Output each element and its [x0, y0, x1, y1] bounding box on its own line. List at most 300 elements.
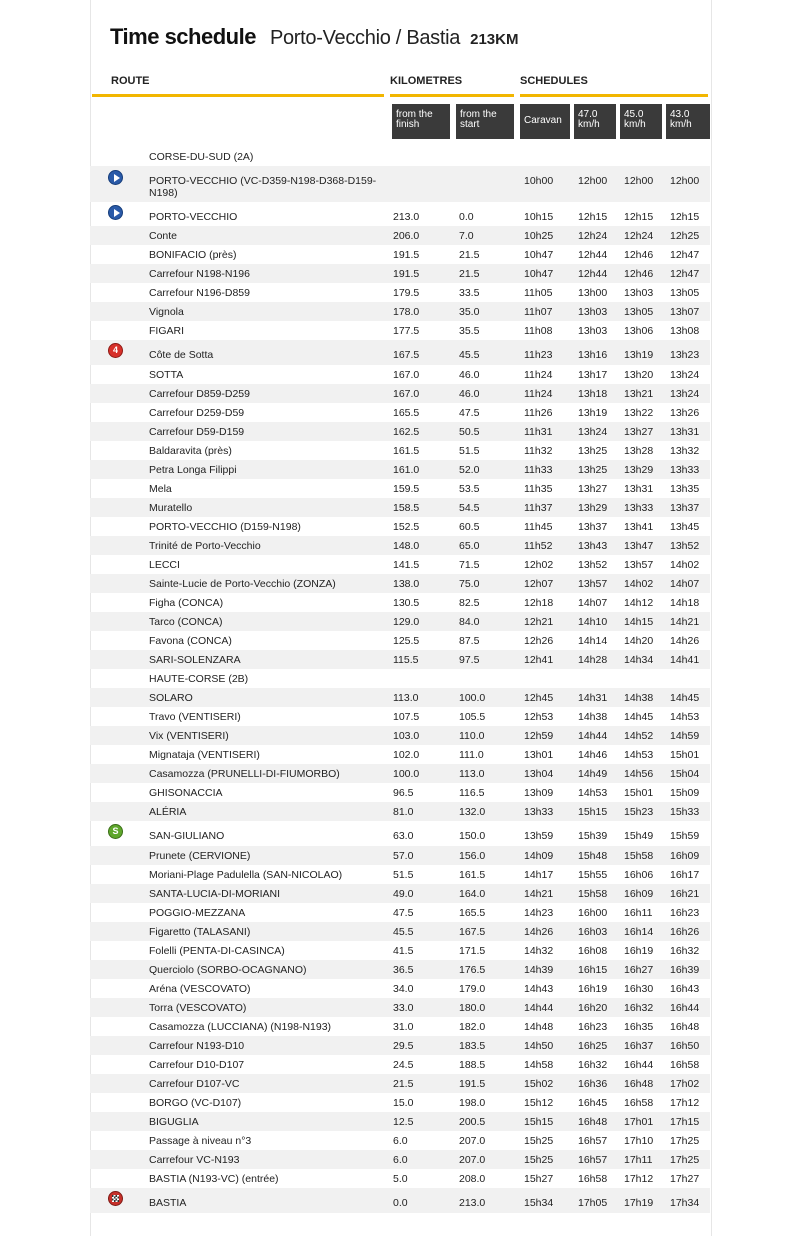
km-from-start: 116.5	[459, 787, 485, 799]
time-43kmh: 15h04	[670, 768, 700, 780]
time-47kmh: 13h17	[578, 369, 608, 381]
km-from-finish: 103.0	[393, 730, 420, 742]
km-from-finish: 15.0	[393, 1097, 414, 1109]
km-from-start: 71.5	[459, 559, 480, 571]
time-45kmh: 13h05	[624, 306, 654, 318]
time-43kmh: 14h45	[670, 692, 700, 704]
time-43kmh: 12h15	[670, 211, 700, 223]
caravan-time: 10h47	[524, 268, 554, 280]
schedule-table	[90, 147, 710, 1213]
time-47kmh: 13h19	[578, 407, 608, 419]
km-from-finish: 206.0	[393, 230, 420, 242]
location-name: Tarco (CONCA)	[149, 616, 223, 628]
caravan-time: 11h52	[524, 540, 553, 552]
time-43kmh: 13h26	[670, 407, 700, 419]
location-name: Trinité de Porto-Vecchio	[149, 540, 261, 552]
kilometres-column-header: KILOMETRES	[390, 75, 463, 87]
km-from-finish: 5.0	[393, 1173, 408, 1185]
caravan-time: 11h45	[524, 521, 553, 533]
time-45kmh: 14h56	[624, 768, 654, 780]
location-name: Carrefour N193-D10	[149, 1040, 245, 1052]
table-row	[90, 688, 710, 707]
km-from-finish: 113.0	[393, 692, 419, 704]
caravan-time: 14h09	[524, 850, 554, 862]
caravan-time: 11h33	[524, 464, 553, 476]
table-row	[90, 517, 710, 536]
time-43kmh: 13h37	[670, 502, 700, 514]
time-45kmh: 17h12	[624, 1173, 654, 1185]
table-row	[90, 783, 710, 802]
location-name: Petra Longa Filippi	[149, 464, 237, 476]
time-47kmh: 12h15	[578, 211, 608, 223]
table-row	[90, 422, 710, 441]
table-row	[90, 1150, 710, 1169]
caravan-time: 14h39	[524, 964, 554, 976]
time-43kmh: 13h45	[670, 521, 700, 533]
location-name: Carrefour D59-D159	[149, 426, 245, 438]
table-row	[90, 1074, 710, 1093]
km-from-start: 21.5	[459, 268, 480, 280]
km-from-finish: 167.0	[393, 388, 420, 400]
location-name: SOTTA	[149, 369, 184, 381]
time-47kmh: 16h15	[578, 964, 608, 976]
finish-flag-icon	[108, 1191, 123, 1206]
schedules-column-header: SCHEDULES	[520, 75, 588, 87]
time-47kmh: 13h03	[578, 306, 608, 318]
caravan-time: 15h12	[524, 1097, 554, 1109]
km-from-finish: 6.0	[393, 1154, 408, 1166]
time-47kmh: 14h46	[578, 749, 608, 761]
climb-category-icon: 4	[108, 343, 123, 358]
time-45kmh: 17h11	[624, 1154, 653, 1166]
caravan-time: 11h37	[524, 502, 553, 514]
table-row	[90, 264, 710, 283]
location-name: Carrefour D259-D59	[149, 407, 245, 419]
time-47kmh: 13h18	[578, 388, 608, 400]
time-43kmh: 12h47	[670, 249, 700, 261]
table-row	[90, 865, 710, 884]
km-from-finish: 179.5	[393, 287, 420, 299]
time-47kmh: 13h03	[578, 325, 608, 337]
time-45kmh: 16h30	[624, 983, 654, 995]
time-47kmh: 17h05	[578, 1197, 608, 1209]
time-45kmh: 17h19	[624, 1197, 654, 1209]
km-from-start: 45.5	[459, 349, 480, 361]
km-from-finish: 57.0	[393, 850, 414, 862]
title-label: Time schedule	[110, 24, 256, 49]
time-47kmh: 14h44	[578, 730, 608, 742]
km-from-start: 200.5	[459, 1116, 486, 1128]
table-row	[90, 147, 710, 166]
km-from-finish: 159.5	[393, 483, 420, 495]
time-45kmh: 12h46	[624, 249, 654, 261]
time-47kmh: 12h24	[578, 230, 608, 242]
location-name: Passage à niveau n°3	[149, 1135, 252, 1147]
time-43kmh: 15h01	[670, 749, 700, 761]
time-43kmh: 14h53	[670, 711, 700, 723]
caravan-time: 10h47	[524, 249, 554, 261]
km-from-start: 111.0	[459, 749, 484, 761]
location-name: ALÉRIA	[149, 806, 187, 818]
location-name: SAN-GIULIANO	[149, 830, 225, 842]
km-from-finish: 6.0	[393, 1135, 408, 1147]
caravan-time: 11h32	[524, 445, 553, 457]
km-from-finish: 165.5	[393, 407, 420, 419]
km-from-finish: 96.5	[393, 787, 414, 799]
table-row	[90, 707, 710, 726]
caravan-time: 12h41	[524, 654, 554, 666]
time-45kmh: 14h12	[624, 597, 654, 609]
speed-45-header: 45.0 km/h	[620, 104, 662, 139]
location-name: Carrefour VC-N193	[149, 1154, 240, 1166]
km-from-finish: 12.5	[393, 1116, 414, 1128]
time-43kmh: 14h02	[670, 559, 700, 571]
caravan-time: 15h02	[524, 1078, 554, 1090]
speed-43-header: 43.0 km/h	[666, 104, 710, 139]
time-47kmh: 12h44	[578, 249, 608, 261]
km-from-start: 52.0	[459, 464, 480, 476]
time-43kmh: 16h23	[670, 907, 700, 919]
time-45kmh: 13h20	[624, 369, 654, 381]
time-45kmh: 17h10	[624, 1135, 654, 1147]
km-from-finish: 191.5	[393, 268, 420, 280]
caravan-time: 14h21	[524, 888, 554, 900]
location-name: Casamozza (LUCCIANA) (N198-N193)	[149, 1021, 332, 1033]
km-from-finish: 115.5	[393, 654, 419, 666]
time-43kmh: 13h31	[670, 426, 700, 438]
time-45kmh: 16h27	[624, 964, 654, 976]
km-from-start: 0.0	[459, 211, 474, 223]
time-45kmh: 13h22	[624, 407, 654, 419]
table-row	[90, 302, 710, 321]
km-from-start: 35.5	[459, 325, 480, 337]
location-name: Carrefour N196-D859	[149, 287, 250, 299]
km-from-start: 46.0	[459, 388, 480, 400]
time-47kmh: 13h57	[578, 578, 608, 590]
time-43kmh: 16h17	[670, 869, 700, 881]
km-from-finish: 49.0	[393, 888, 414, 900]
time-43kmh: 13h33	[670, 464, 700, 476]
location-name: Carrefour D107-VC	[149, 1078, 240, 1090]
table-row	[90, 460, 710, 479]
km-from-start: 60.5	[459, 521, 480, 533]
location-name: BORGO (VC-D107)	[149, 1097, 242, 1109]
location-name: SANTA-LUCIA-DI-MORIANI	[149, 888, 281, 900]
location-name: PORTO-VECCHIO (D159-N198)	[149, 521, 301, 533]
km-from-finish: 167.0	[393, 369, 420, 381]
time-45kmh: 13h03	[624, 287, 654, 299]
time-47kmh: 16h20	[578, 1002, 608, 1014]
caravan-time: 11h08	[524, 325, 553, 337]
table-row	[90, 498, 710, 517]
time-47kmh: 16h36	[578, 1078, 608, 1090]
time-43kmh: 16h26	[670, 926, 700, 938]
caravan-time: 13h33	[524, 806, 554, 818]
table-row	[90, 340, 710, 365]
km-from-start: 198.0	[459, 1097, 486, 1109]
km-from-finish: 148.0	[393, 540, 420, 552]
caravan-time: 13h01	[524, 749, 554, 761]
caravan-time: 10h25	[524, 230, 554, 242]
time-45kmh: 16h37	[624, 1040, 654, 1052]
km-from-finish: 152.5	[393, 521, 420, 533]
sprint-icon: S	[108, 824, 123, 839]
time-45kmh: 13h41	[624, 521, 654, 533]
time-43kmh: 17h25	[670, 1135, 700, 1147]
table-row	[90, 631, 710, 650]
caravan-time: 14h26	[524, 926, 554, 938]
km-from-start: 188.5	[459, 1059, 486, 1071]
caravan-time: 15h34	[524, 1197, 554, 1209]
km-from-finish: 158.5	[393, 502, 420, 514]
km-from-finish: 177.5	[393, 325, 420, 337]
km-from-start: 47.5	[459, 407, 480, 419]
location-name: Mignataja (VENTISERI)	[149, 749, 260, 761]
caravan-time: 11h23	[524, 349, 553, 361]
caravan-time: 11h05	[524, 287, 553, 299]
caravan-time: 12h53	[524, 711, 554, 723]
time-45kmh: 13h31	[624, 483, 654, 495]
table-row	[90, 884, 710, 903]
caravan-time: 12h59	[524, 730, 554, 742]
time-47kmh: 13h00	[578, 287, 608, 299]
time-47kmh: 16h25	[578, 1040, 608, 1052]
km-from-finish: 141.5	[393, 559, 420, 571]
table-row	[90, 166, 710, 202]
speed-47-header: 47.0 km/h	[574, 104, 616, 139]
location-name: Querciolo (SORBO-OCAGNANO)	[149, 964, 307, 976]
time-47kmh: 15h55	[578, 869, 608, 881]
time-45kmh: 14h20	[624, 635, 654, 647]
time-45kmh: 16h32	[624, 1002, 654, 1014]
location-name: FIGARI	[149, 325, 185, 337]
location-name: Favona (CONCA)	[149, 635, 232, 647]
caravan-time: 12h07	[524, 578, 554, 590]
time-43kmh: 14h59	[670, 730, 700, 742]
time-47kmh: 13h16	[578, 349, 608, 361]
time-45kmh: 15h58	[624, 850, 654, 862]
time-45kmh: 14h45	[624, 711, 654, 723]
location-name: PORTO-VECCHIO	[149, 211, 238, 223]
time-47kmh: 14h28	[578, 654, 608, 666]
time-43kmh: 13h05	[670, 287, 700, 299]
time-43kmh: 12h25	[670, 230, 700, 242]
time-47kmh: 13h24	[578, 426, 608, 438]
time-45kmh: 16h09	[624, 888, 654, 900]
location-name: Muratello	[149, 502, 193, 514]
route-column-header: ROUTE	[111, 75, 150, 87]
from-finish-header: from the finish	[392, 104, 450, 139]
km-from-start: 54.5	[459, 502, 480, 514]
time-43kmh: 13h52	[670, 540, 700, 552]
km-from-finish: 161.0	[393, 464, 420, 476]
time-45kmh: 12h24	[624, 230, 654, 242]
caravan-time: 11h07	[524, 306, 553, 318]
time-47kmh: 13h29	[578, 502, 608, 514]
time-43kmh: 13h32	[670, 445, 700, 457]
time-45kmh: 14h34	[624, 654, 654, 666]
time-45kmh: 13h27	[624, 426, 654, 438]
km-from-start: 171.5	[459, 945, 486, 957]
time-47kmh: 14h38	[578, 711, 608, 723]
location-name: Torra (VESCOVATO)	[149, 1002, 247, 1014]
time-47kmh: 13h25	[578, 464, 608, 476]
route-underline	[92, 94, 384, 97]
km-from-finish: 102.0	[393, 749, 420, 761]
km-from-start: 176.5	[459, 964, 486, 976]
location-name: Moriani-Plage Padulella (SAN-NICOLAO)	[149, 869, 343, 881]
caravan-time: 11h35	[524, 483, 553, 495]
caravan-time: 13h09	[524, 787, 554, 799]
location-name: BIGUGLIA	[149, 1116, 199, 1128]
time-45kmh: 13h33	[624, 502, 654, 514]
caravan-time: 10h00	[524, 175, 554, 187]
time-45kmh: 16h58	[624, 1097, 654, 1109]
time-43kmh: 17h02	[670, 1078, 700, 1090]
time-45kmh: 15h23	[624, 806, 654, 818]
time-45kmh: 14h15	[624, 616, 654, 628]
time-45kmh: 13h21	[624, 388, 654, 400]
time-47kmh: 12h44	[578, 268, 608, 280]
table-row	[90, 960, 710, 979]
location-name: SOLARO	[149, 692, 193, 704]
location-name: PORTO-VECCHIO (VC-D359-N198-D368-D159-N198)	[149, 175, 377, 199]
km-from-start: 53.5	[459, 483, 480, 495]
location-name: BONIFACIO (près)	[149, 249, 237, 261]
location-name: Figha (CONCA)	[149, 597, 224, 609]
time-45kmh: 15h49	[624, 830, 654, 842]
time-43kmh: 17h27	[670, 1173, 700, 1185]
table-row	[90, 802, 710, 821]
location-name: Conte	[149, 230, 178, 242]
km-from-finish: 45.5	[393, 926, 414, 938]
km-from-start: 84.0	[459, 616, 480, 628]
stage-route: Porto-Vecchio / Bastia	[269, 27, 461, 49]
km-from-finish: 51.5	[393, 869, 414, 881]
km-from-start: 161.5	[459, 869, 486, 881]
location-name: Mela	[149, 483, 172, 495]
table-row	[90, 555, 710, 574]
km-from-start: 21.5	[459, 249, 480, 261]
km-from-start: 35.0	[459, 306, 480, 318]
km-from-finish: 31.0	[393, 1021, 414, 1033]
location-name: Travo (VENTISERI)	[149, 711, 241, 723]
location-name: Aréna (VESCOVATO)	[149, 983, 251, 995]
table-row	[90, 745, 710, 764]
table-row	[90, 846, 710, 865]
time-43kmh: 13h24	[670, 388, 700, 400]
km-from-start: 164.0	[459, 888, 486, 900]
km-from-start: 208.0	[459, 1173, 486, 1185]
km-from-start: 97.5	[459, 654, 480, 666]
time-45kmh: 14h02	[624, 578, 654, 590]
location-name: Baldaravita (près)	[149, 445, 232, 457]
km-from-start: 105.5	[459, 711, 486, 723]
table-row	[90, 202, 710, 226]
caravan-time: 12h26	[524, 635, 554, 647]
km-from-start: 167.5	[459, 926, 486, 938]
time-47kmh: 16h57	[578, 1135, 608, 1147]
time-43kmh: 12h47	[670, 268, 700, 280]
time-43kmh: 16h21	[670, 888, 700, 900]
location-name: Carrefour D859-D259	[149, 388, 250, 400]
table-row	[90, 365, 710, 384]
km-from-start: 33.5	[459, 287, 480, 299]
km-from-start: 113.0	[459, 768, 485, 780]
km-from-start: 213.0	[459, 1197, 486, 1209]
time-45kmh: 13h47	[624, 540, 654, 552]
caravan-time: 14h17	[524, 869, 554, 881]
time-45kmh: 13h29	[624, 464, 654, 476]
time-47kmh: 13h27	[578, 483, 608, 495]
time-45kmh: 16h06	[624, 869, 654, 881]
time-45kmh: 17h01	[624, 1116, 654, 1128]
km-from-finish: 21.5	[393, 1078, 414, 1090]
km-from-finish: 178.0	[393, 306, 420, 318]
caravan-time: 15h27	[524, 1173, 554, 1185]
km-from-finish: 0.0	[393, 1197, 408, 1209]
location-name: Vignola	[149, 306, 184, 318]
time-43kmh: 16h39	[670, 964, 700, 976]
caravan-time: 11h24	[524, 388, 553, 400]
time-43kmh: 17h15	[670, 1116, 700, 1128]
km-from-start: 50.5	[459, 426, 480, 438]
time-47kmh: 16h19	[578, 983, 608, 995]
km-from-start: 110.0	[459, 730, 485, 742]
time-43kmh: 14h18	[670, 597, 700, 609]
km-from-start: 7.0	[459, 230, 474, 242]
table-row	[90, 321, 710, 340]
table-row	[90, 998, 710, 1017]
table-row	[90, 903, 710, 922]
time-47kmh: 14h07	[578, 597, 608, 609]
time-43kmh: 17h12	[670, 1097, 700, 1109]
kilometres-underline	[390, 94, 514, 97]
time-47kmh: 15h39	[578, 830, 608, 842]
time-47kmh: 14h49	[578, 768, 608, 780]
caravan-time: 14h43	[524, 983, 554, 995]
table-row	[90, 479, 710, 498]
time-47kmh: 16h58	[578, 1173, 608, 1185]
time-47kmh: 13h52	[578, 559, 608, 571]
time-45kmh: 14h52	[624, 730, 654, 742]
km-from-start: 46.0	[459, 369, 480, 381]
time-45kmh: 16h44	[624, 1059, 654, 1071]
caravan-time: 15h15	[524, 1116, 554, 1128]
km-from-finish: 129.0	[393, 616, 420, 628]
time-45kmh: 16h19	[624, 945, 654, 957]
caravan-time: 10h15	[524, 211, 554, 223]
time-45kmh: 13h06	[624, 325, 654, 337]
location-name: CORSE-DU-SUD (2A)	[149, 151, 254, 163]
time-45kmh: 12h00	[624, 175, 654, 187]
time-45kmh: 16h11	[624, 907, 653, 919]
table-row	[90, 1036, 710, 1055]
km-from-finish: 191.5	[393, 249, 420, 261]
location-name: POGGIO-MEZZANA	[149, 907, 246, 919]
km-from-finish: 33.0	[393, 1002, 414, 1014]
km-from-finish: 130.5	[393, 597, 420, 609]
km-from-finish: 107.5	[393, 711, 420, 723]
km-from-finish: 36.5	[393, 964, 414, 976]
km-from-finish: 125.5	[393, 635, 420, 647]
location-name: BASTIA (N193-VC) (entrée)	[149, 1173, 279, 1185]
table-row	[90, 1112, 710, 1131]
table-row	[90, 384, 710, 403]
time-47kmh: 15h58	[578, 888, 608, 900]
time-47kmh: 16h08	[578, 945, 608, 957]
km-from-start: 100.0	[459, 692, 486, 704]
